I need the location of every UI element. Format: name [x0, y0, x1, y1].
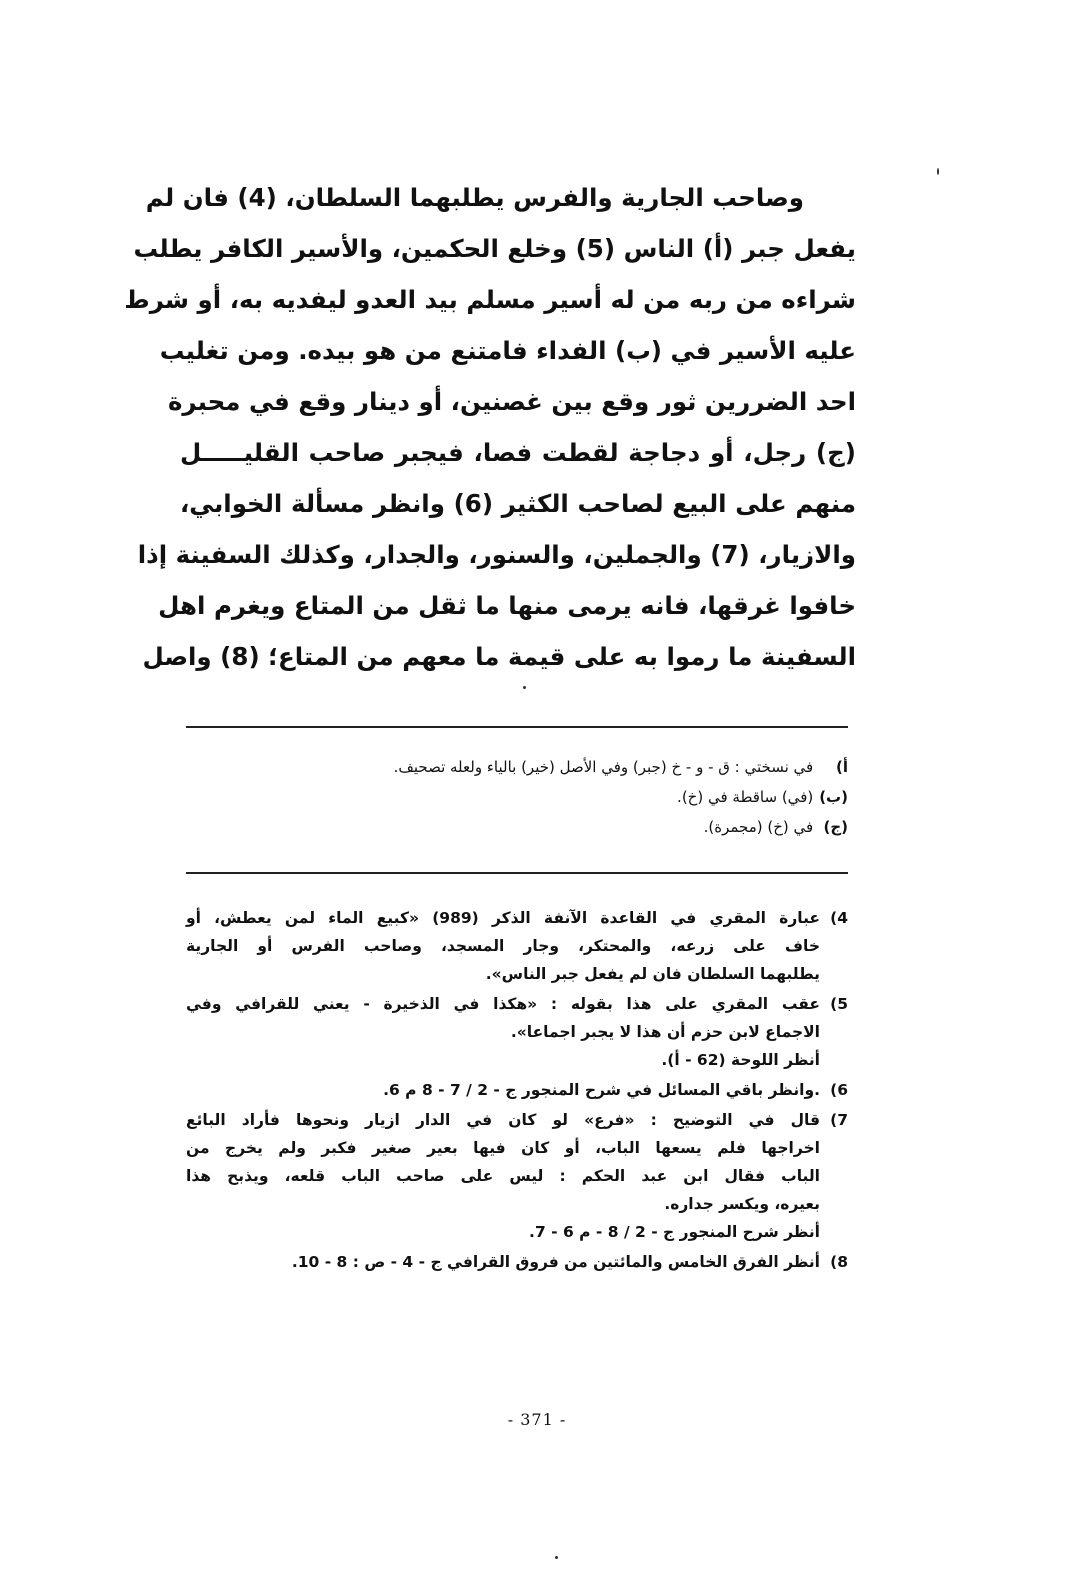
footnote-body — [186, 1106, 820, 1246]
footnote-line: قال في التوضيح : «فرع» لو كان في الدار ازيار ونحوها فأراد البائع — [186, 1111, 820, 1129]
footnote-line: خاف على زرعه، والمحتكر، وجار المسجد، وصاحب الفرس أو الجارية — [186, 937, 820, 955]
variant-notes — [300, 752, 848, 842]
footnote-line: يطلبهما السلطان فان لم يفعل جبر الناس». — [485, 965, 820, 983]
variant-note — [300, 812, 848, 842]
scan-speck — [523, 686, 526, 689]
variant-note — [300, 782, 848, 812]
variant-note-marker: (ج) — [823, 818, 848, 836]
footnote-number: 8) — [830, 1253, 848, 1271]
scan-speck — [555, 1556, 558, 1559]
variant-note-text: في نسختي : ق - و - خ (جبر) وفي الأصل (خير) بالياء ولعله تصحيف. — [393, 758, 814, 776]
footnote-number: 6) — [830, 1081, 848, 1099]
footnote-line: الاجماع لابن حزم أن هذا لا يجبر اجماعا». — [510, 1023, 820, 1041]
main-text-line: السفينة ما رموا به على قيمة ما معهم من المتاع؛ (8) واصل — [142, 642, 856, 671]
footnote — [186, 1106, 848, 1246]
footnote — [186, 1076, 848, 1104]
footnote-line: أنظر شرح المنجور ج - 2 / 8 - م 6 - 7. — [529, 1223, 820, 1241]
footnote — [186, 904, 848, 988]
footnote-body — [186, 904, 820, 988]
footnotes — [186, 904, 848, 1278]
main-text-line: منهم على البيع لصاحب الكثير (6) وانظر مسألة الخوابي، — [180, 489, 856, 518]
footnote-line: بعيره، ويكسر جداره. — [664, 1195, 820, 1213]
footnote-body — [186, 1076, 820, 1104]
main-text-line: وصاحب الجارية والفرس يطلبهما السلطان، (4) فان لم — [145, 183, 804, 212]
main-text-line: والازيار، (7) والجملين، والسنور، والجدار، وكذلك السفينة إذا — [137, 540, 856, 569]
scan-speck — [937, 168, 939, 175]
main-text-line: (ج) رجل، أو دجاجة لقطت فصا، فيجبر صاحب القليـــــل — [180, 438, 856, 467]
main-text-line: خافوا غرقها، فانه يرمى منها ما ثقل من المتاع ويغرم اهل — [158, 591, 856, 620]
main-text-line: شراءه من ربه من له أسير مسلم بيد العدو ليفديه به، أو شرط — [124, 285, 856, 314]
main-text-line: عليه الأسير في (ب) الفداء فامتنع من هو بيده. ومن تغليب — [159, 336, 856, 365]
footnote-line: أنظر الفرق الخامس والمائتين من فروق القرافي ج - 4 - ص : 8 - 10. — [291, 1253, 820, 1271]
variant-note-text: في (خ) (مجمرة). — [703, 818, 814, 836]
footnote-body — [186, 1248, 820, 1276]
footnote-number: 5) — [830, 995, 848, 1013]
main-text-line: احد الضررين ثور وقع بين غصنين، أو دينار وقع في محبرة — [167, 387, 856, 416]
separator-rule — [186, 872, 848, 874]
footnote-number: 7) — [830, 1111, 848, 1129]
footnote — [186, 990, 848, 1074]
page-number: - 371 - — [507, 1410, 567, 1429]
main-text-line: يفعل جبر (أ) الناس (5) وخلع الحكمين، والأسير الكافر يطلب — [133, 234, 856, 263]
footnote-line: .وانظر باقي المسائل في شرح المنجور ج - 2 / 7 - 8 م 6. — [383, 1081, 820, 1099]
footnote-line: أنظر اللوحة (62 - أ). — [661, 1051, 820, 1069]
variant-note — [300, 752, 848, 782]
footnote-line: اخراجها فلم يسعها الباب، أو كان فيها بعير صغير فكبر ولم يخرج من — [186, 1139, 820, 1157]
main-text — [124, 172, 856, 682]
variant-note-marker: (ب) — [819, 788, 848, 806]
separator-rule — [186, 726, 848, 728]
footnote-body — [186, 990, 820, 1074]
variant-note-marker: أ) — [836, 758, 848, 776]
variant-note-text: (في) ساقطة في (خ). — [677, 788, 814, 806]
footnote-number: 4) — [830, 909, 848, 927]
footnote — [186, 1248, 848, 1276]
footnote-line: عقب المقري على هذا بقوله : «هكذا في الذخيرة - يعني للقرافي وفي — [186, 995, 820, 1013]
footnote-line: عبارة المقري في القاعدة الآنفة الذكر (989) «كبيع الماء لمن يعطش، أو — [186, 909, 820, 927]
footnote-line: الباب فقال ابن عبد الحكم : ليس على صاحب الباب قلعه، ويذبح هذا — [186, 1167, 820, 1185]
